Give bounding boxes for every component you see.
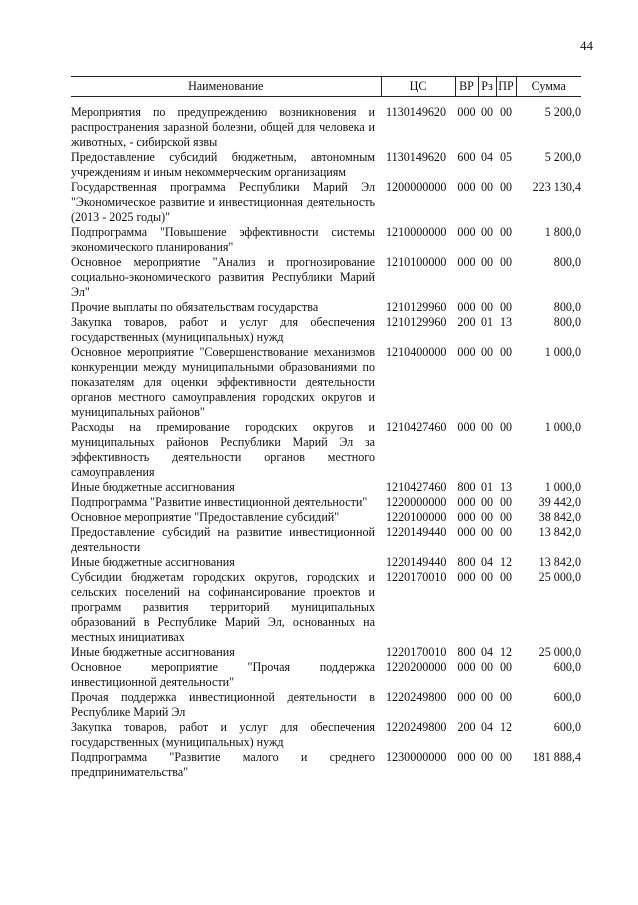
row-cs-code: 1220100000 [386,510,447,524]
row-cs-code: 1210400000 [386,345,447,359]
row-sum: 800,0 [553,300,581,314]
row-pr-code: 12 [499,645,513,659]
row-vr-code: 000 [457,420,476,434]
header-name: Наименование [71,77,381,97]
row-vr-code: 200 [457,720,476,734]
row-name: Подпрограмма "Развитие инвестиционной деятельности" [71,495,368,509]
table-row [71,480,581,495]
row-cs-code: 1210100000 [386,255,447,269]
row-name: Основное мероприятие "Предоставление субсидий" [71,510,340,524]
row-rz-code: 01 [480,480,494,494]
row-sum: 38 842,0 [538,510,581,524]
row-sum: 600,0 [553,720,581,734]
header-rz: Рз [478,77,496,97]
header-row [71,77,581,97]
row-sum: 1 000,0 [544,345,581,359]
table-row [71,720,581,750]
table-row [71,180,581,225]
row-name: Предоставление субсидий бюджетным, автономным учреждениям и иным некоммерческим организациям [71,150,375,179]
row-cs-code: 1220149440 [386,525,447,539]
row-rz-code: 00 [480,105,494,119]
row-rz-code: 04 [480,150,494,164]
budget-table [71,76,581,780]
row-sum: 5 200,0 [544,150,581,164]
row-pr-code: 00 [499,345,513,359]
row-sum: 800,0 [553,255,581,269]
row-rz-code: 00 [480,525,494,539]
row-cs-code: 1210129960 [386,315,447,329]
row-sum: 223 130,4 [532,180,581,194]
row-vr-code: 000 [457,345,476,359]
row-rz-code: 00 [480,495,494,509]
table-row [71,315,581,345]
row-name: Основное мероприятие "Совершенствование механизмов конкуренции между муниципальными образованиями по показателям для оценки эффективности деятельности органов местного самоуправления городских округов и муниципальных районов" [71,345,375,419]
row-sum: 13 842,0 [538,555,581,569]
table-row [71,495,581,510]
row-cs-code: 1220170010 [386,570,447,584]
row-vr-code: 600 [457,150,476,164]
row-vr-code: 000 [457,510,476,524]
table-row [71,150,581,180]
row-cs-code: 1220249800 [386,720,447,734]
row-pr-code: 12 [499,555,513,569]
row-rz-code: 00 [480,225,494,239]
row-rz-code: 04 [480,645,494,659]
row-rz-code: 01 [480,315,494,329]
row-sum: 1 000,0 [544,420,581,434]
row-cs-code: 1210427460 [386,480,447,494]
row-vr-code: 000 [457,690,476,704]
row-name: Расходы на премирование городских округов и муниципальных районов Республики Марий Эл за эффективность деятельности органов местного самоуправления [71,420,375,479]
row-name: Иные бюджетные ассигнования [71,555,235,569]
row-sum: 600,0 [553,690,581,704]
row-pr-code: 00 [499,180,513,194]
header-cs: ЦС [381,77,455,97]
row-sum: 25 000,0 [538,645,581,659]
table-row [71,420,581,480]
row-vr-code: 000 [457,750,476,764]
row-rz-code: 00 [480,570,494,584]
row-name: Подпрограмма "Повышение эффективности системы экономического планирования" [71,225,375,254]
row-cs-code: 1220149440 [386,555,447,569]
row-pr-code: 13 [499,480,513,494]
table-body [71,97,581,781]
row-pr-code: 00 [499,750,513,764]
row-cs-code: 1230000000 [386,750,447,764]
row-rz-code: 00 [480,300,494,314]
row-rz-code: 00 [480,180,494,194]
table-row [71,510,581,525]
row-pr-code: 12 [499,720,513,734]
row-name: Иные бюджетные ассигнования [71,645,235,659]
row-vr-code: 800 [457,555,476,569]
row-sum: 13 842,0 [538,525,581,539]
row-vr-code: 800 [457,645,476,659]
row-vr-code: 000 [457,525,476,539]
row-sum: 181 888,4 [532,750,581,764]
row-cs-code: 1200000000 [386,180,447,194]
row-rz-code: 00 [480,255,494,269]
row-sum: 25 000,0 [538,570,581,584]
row-vr-code: 800 [457,480,476,494]
row-sum: 1 000,0 [544,480,581,494]
row-name: Субсидии бюджетам городских округов, городских и сельских поселений на софинансирование проектов и программ развития территорий муниципальных образований в Республике Марий Эл, основанных на местных инициативах [71,570,375,644]
row-pr-code: 00 [499,570,513,584]
table-row [71,345,581,420]
row-name: Мероприятия по предупреждению возникновения и распространения заразной болезни, общей для человека и животных, - сибирской язвы [71,105,375,149]
row-sum: 1 800,0 [544,225,581,239]
row-name: Прочие выплаты по обязательствам государства [71,300,319,314]
row-pr-code: 00 [499,525,513,539]
row-cs-code: 1220249800 [386,690,447,704]
table-row [71,645,581,660]
row-vr-code: 000 [457,570,476,584]
row-name: Закупка товаров, работ и услуг для обеспечения государственных (муниципальных) нужд [71,720,375,749]
row-rz-code: 00 [480,750,494,764]
row-vr-code: 000 [457,495,476,509]
row-cs-code: 1220000000 [386,495,447,509]
header-vr: ВР [455,77,478,97]
table-row [71,525,581,555]
row-rz-code: 04 [480,720,494,734]
table-row [71,300,581,315]
row-pr-code: 00 [499,510,513,524]
row-name: Прочая поддержка инвестиционной деятельности в Республике Марий Эл [71,690,375,719]
row-pr-code: 00 [499,660,513,674]
row-sum: 800,0 [553,315,581,329]
row-cs-code: 1130149620 [386,150,447,164]
row-vr-code: 000 [457,105,476,119]
header-sum: Сумма [516,77,581,97]
row-cs-code: 1220200000 [386,660,447,674]
row-pr-code: 05 [499,150,513,164]
row-name: Государственная программа Республики Марий Эл "Экономическое развитие и инвестиционная деятельность (2013 - 2025 годы)" [71,180,375,224]
table-row [71,555,581,570]
page-number: 44 [580,38,593,53]
table-row [71,225,581,255]
row-rz-code: 04 [480,555,494,569]
row-name: Основное мероприятие "Прочая поддержка инвестиционной деятельности" [71,660,375,689]
row-rz-code: 00 [480,660,494,674]
row-pr-code: 00 [499,495,513,509]
row-rz-code: 00 [480,345,494,359]
row-pr-code: 00 [499,300,513,314]
table-row [71,97,581,151]
row-cs-code: 1210000000 [386,225,447,239]
row-vr-code: 000 [457,255,476,269]
row-cs-code: 1210427460 [386,420,447,434]
table-row [71,570,581,645]
row-vr-code: 000 [457,180,476,194]
table-row [71,660,581,690]
row-name: Иные бюджетные ассигнования [71,480,235,494]
row-sum: 39 442,0 [538,495,581,509]
row-vr-code: 000 [457,660,476,674]
row-rz-code: 00 [480,690,494,704]
row-name: Предоставление субсидий на развитие инвестиционной деятельности [71,525,375,554]
row-pr-code: 00 [499,225,513,239]
row-name: Основное мероприятие "Анализ и прогнозирование социально-экономического развития Республики Марий Эл" [71,255,375,299]
row-vr-code: 000 [457,225,476,239]
header-pr: ПР [496,77,516,97]
row-vr-code: 200 [457,315,476,329]
row-pr-code: 00 [499,690,513,704]
row-sum: 5 200,0 [544,105,581,119]
row-pr-code: 13 [499,315,513,329]
row-name: Закупка товаров, работ и услуг для обеспечения государственных (муниципальных) нужд [71,315,375,344]
row-sum: 600,0 [553,660,581,674]
row-vr-code: 000 [457,300,476,314]
row-rz-code: 00 [480,510,494,524]
row-pr-code: 00 [499,420,513,434]
row-cs-code: 1130149620 [386,105,447,119]
row-name: Подпрограмма "Развитие малого и среднего предпринимательства" [71,750,375,779]
row-pr-code: 00 [499,255,513,269]
table-row [71,750,581,780]
row-cs-code: 1210129960 [386,300,447,314]
table-row [71,690,581,720]
row-rz-code: 00 [480,420,494,434]
table-row [71,255,581,300]
row-cs-code: 1220170010 [386,645,447,659]
row-pr-code: 00 [499,105,513,119]
